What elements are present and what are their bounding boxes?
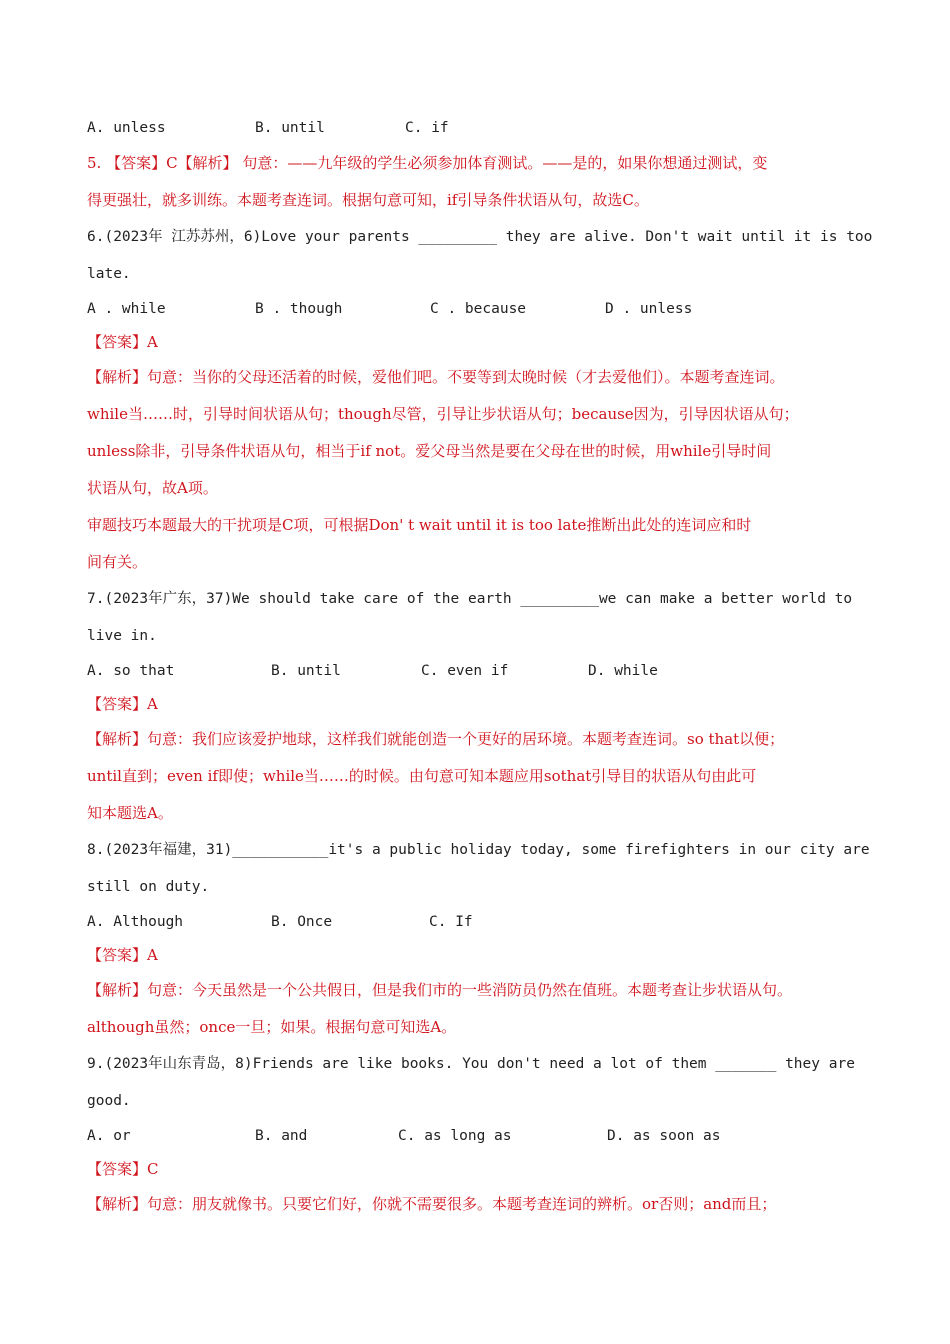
q7-analysis-line-2: until直到；even if即使；while当……的时候。由句意可知本题应用sothat引导目的状语从句由此可 (87, 767, 757, 785)
q6-analysis-line-4: 状语从句，故A项。 (87, 479, 218, 497)
q7-stem-line-2: live in. (87, 628, 157, 644)
q9-stem-line-1: 9.(2023年山东青岛，8)Friends are like books. You don't need a lot of them _______ they are (87, 1056, 855, 1072)
q6-analysis-line-3: unless除非，引导条件状语从句，相当于if not。爱父母当然是要在父母在世的时候，用while引导时间 (87, 442, 772, 460)
document-page (87, 112, 877, 1223)
q7-analysis-line-1: 【解析】句意：我们应该爱护地球，这样我们就能创造一个更好的居环境。本题考查连词。so that以便； (87, 730, 785, 748)
q6-option-c: C . because (430, 301, 527, 317)
q6-analysis-line-5: 审题技巧本题最大的干扰项是C项，可根据Don' t wait until it is too late推断出此处的连词应和时 (87, 516, 752, 534)
q8-stem-line-2: still on duty. (87, 879, 210, 895)
q9-options (87, 1120, 877, 1153)
q9-option-a: A. or (87, 1128, 131, 1144)
q6-answer: 【答案】A (87, 333, 158, 351)
q7-option-c: C. even if (421, 663, 509, 679)
q8-option-b: B. Once (271, 914, 333, 930)
q8-analysis-line-1: 【解析】句意：今天虽然是一个公共假日，但是我们市的一些消防员仍然在值班。本题考查让步状语从句。 (87, 981, 793, 999)
q6-option-d: D . unless (605, 301, 693, 317)
q9-stem-line-2: good. (87, 1093, 131, 1109)
q7-answer: 【答案】A (87, 695, 158, 713)
q8-analysis-line-2: although虽然；once一旦；如果。根据句意可知选A。 (87, 1018, 457, 1036)
q6-option-b: B . though (255, 301, 343, 317)
q7-stem-line-1: 7.(2023年广东，37)We should take care of the earth _________we can make a better world to (87, 591, 853, 607)
q8-options (87, 906, 877, 939)
q8-answer: 【答案】A (87, 946, 158, 964)
q6-stem-text: 6.(2023年 江苏苏州，6)Love your parents _________ they are alive. Don't wait until it is too (87, 229, 873, 245)
q6-stem-line-2: late. (87, 266, 131, 282)
q8-option-c: C. If (429, 914, 473, 930)
q6-option-a: A . while (87, 301, 166, 317)
q7-option-a: A. so that (87, 663, 175, 679)
q7-option-b: B. until (271, 663, 341, 679)
q4-options (87, 112, 877, 145)
q4-option-b: B. until (255, 120, 325, 136)
q5-analysis-line-2: 得更强壮，就多训练。本题考查连词。根据句意可知，if引导条件状语从句，故选C。 (87, 191, 649, 209)
q4-option-a: A. unless (87, 120, 166, 136)
q6-options (87, 293, 877, 326)
q8-stem-line-1: 8.(2023年福建，31)___________it's a public holiday today, some firefighters in our city are (87, 842, 870, 858)
q7-options (87, 655, 877, 688)
q9-answer: 【答案】C (87, 1160, 159, 1178)
q9-option-b: B. and (255, 1128, 308, 1144)
q6-analysis-line-6: 间有关。 (87, 553, 148, 571)
q6-analysis-line-2: while当……时，引导时间状语从句；though尽管，引导让步状语从句；because因为，引导因状语从句； (87, 405, 799, 423)
q4-option-c: C. if (405, 120, 449, 136)
q9-option-d: D. as soon as (607, 1128, 721, 1144)
q6-stem-line-1 (87, 219, 877, 256)
q8-option-a: A. Although (87, 914, 184, 930)
q9-analysis-line-1: 【解析】句意：朋友就像书。只要它们好，你就不需要很多。本题考查连词的辨析。or否则；and而且； (87, 1195, 777, 1213)
q5-analysis-line-1: 5. 【答案】C【解析】 句意：——九年级的学生必须参加体育测试。——是的，如果你想通过测试，变 (87, 154, 768, 172)
q7-analysis-line-3: 知本题选A。 (87, 804, 173, 822)
q6-analysis-line-1: 【解析】句意：当你的父母还活着的时候，爱他们吧。不要等到太晚时候（才去爱他们）。本题考查连词。 (87, 368, 785, 386)
q9-option-c: C. as long as (398, 1128, 512, 1144)
q7-option-d: D. while (588, 663, 658, 679)
